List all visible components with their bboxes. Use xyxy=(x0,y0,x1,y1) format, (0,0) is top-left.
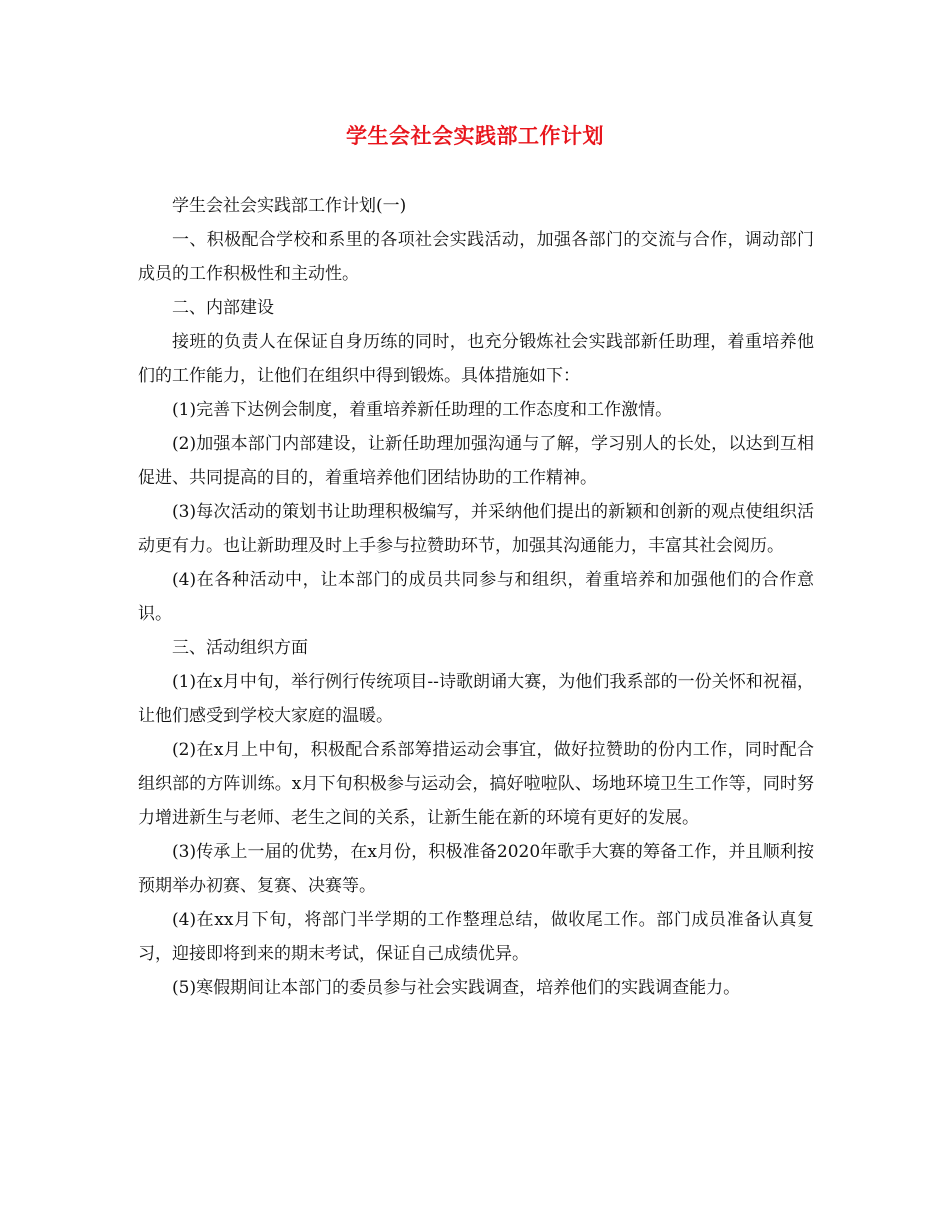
paragraph: 学生会社会实践部工作计划(一) xyxy=(172,196,407,216)
list-item: (4)在各种活动中，让本部门的成员共同参与和组织，着重培养和加强他们的合作意识。 xyxy=(138,570,814,624)
list-item: (2)加强本部门内部建设，让新任助理加强沟通与了解，学习别人的长处，以达到互相促进、共同提高的目的，着重培养他们团结协助的工作精神。 xyxy=(138,434,814,488)
document-title: 学生会社会实践部工作计划 xyxy=(346,123,604,148)
list-item: (2)在x月上中旬，积极配合系部筹措运动会事宜，做好拉赞助的份内工作，同时配合组织部的方阵训练。x月下旬积极参与运动会，搞好啦啦队、场地环境卫生工作等，同时努力增进新生与老师、老生之间的关系，让新生能在新的环境有更好的发展。 xyxy=(138,740,814,828)
list-item: (1)在x月中旬，举行例行传统项目--诗歌朗诵大赛，为他们我系部的一份关怀和祝福，让他们感受到学校大家庭的温暖。 xyxy=(138,672,814,726)
document-body xyxy=(138,189,814,1005)
list-item: (4)在xx月下旬，将部门半学期的工作整理总结，做收尾工作。部门成员准备认真复习，迎接即将到来的期末考试，保证自己成绩优异。 xyxy=(138,910,814,964)
paragraph: 接班的负责人在保证自身历练的同时，也充分锻炼社会实践部新任助理，着重培养他们的工作能力，让他们在组织中得到锻炼。具体措施如下： xyxy=(138,332,814,386)
list-item: (3)传承上一届的优势，在x月份，积极准备2020年歌手大赛的筹备工作，并且顺利按预期举办初赛、复赛、决赛等。 xyxy=(138,842,814,896)
list-item: (5)寒假期间让本部门的委员参与社会实践调查，培养他们的实践调查能力。 xyxy=(172,978,741,998)
section-heading: 二、内部建设 xyxy=(172,298,274,318)
list-item: (3)每次活动的策划书让助理积极编写，并采纳他们提出的新颖和创新的观点使组织活动更有力。也让新助理及时上手参与拉赞助环节，加强其沟通能力，丰富其社会阅历。 xyxy=(138,502,814,556)
section-heading: 三、活动组织方面 xyxy=(172,638,308,658)
paragraph: 一、积极配合学校和系里的各项社会实践活动，加强各部门的交流与合作，调动部门成员的工作积极性和主动性。 xyxy=(138,230,814,284)
list-item: (1)完善下达例会制度，着重培养新任助理的工作态度和工作激情。 xyxy=(172,400,673,420)
